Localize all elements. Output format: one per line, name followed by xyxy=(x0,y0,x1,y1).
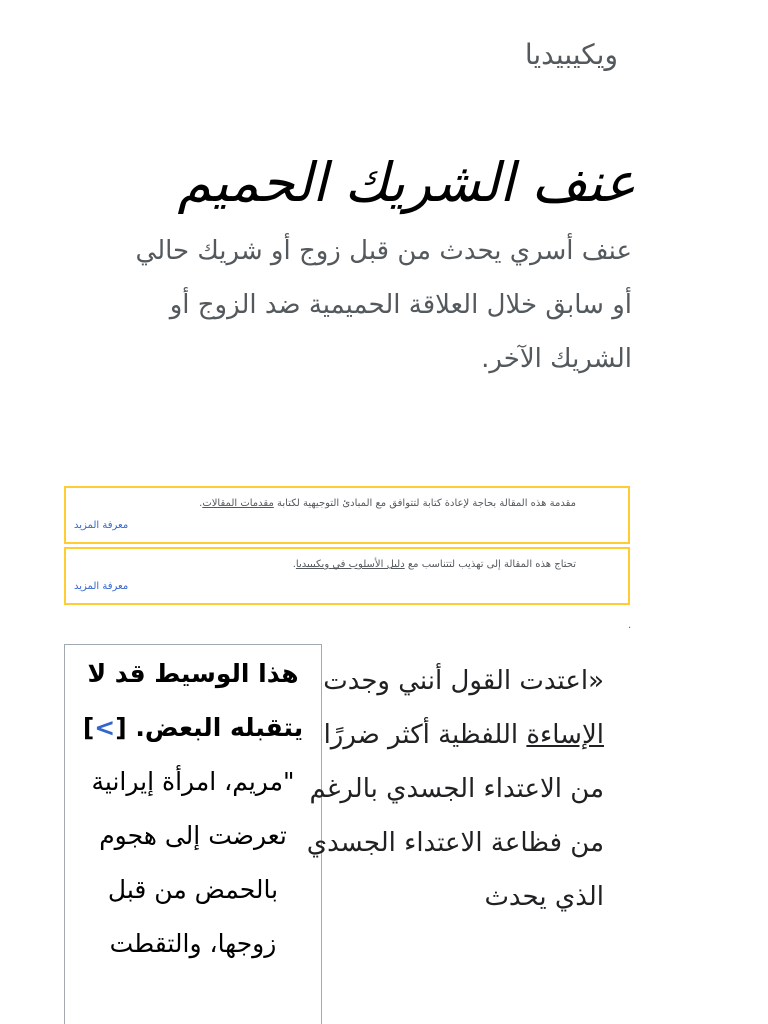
pull-quote: «اعتدت القول أنني وجدت الإساءة اللفظية أكثر ضررًا من الاعتداء الجسدي بالرغم من فظاعة الاعتداء الجسدي الذي يحدث xyxy=(306,666,604,912)
notice-text: مقدمة هذه المقالة بحاجة لإعادة كتابة لتتوافق مع المبادئ التوجيهية لكتابة مقدمات المقالات. xyxy=(199,498,576,509)
cleanup-notice-lead xyxy=(64,486,630,544)
notice-text: تحتاج هذه المقالة إلى تهذيب لتتناسب مع دليل الأسلوب في ويكيبيديا. xyxy=(292,559,576,570)
separator-dot: . xyxy=(628,620,632,631)
reveal-media-link[interactable]: > xyxy=(94,713,116,742)
wikipedia-wordmark[interactable]: ويكيبيديا xyxy=(524,38,618,71)
learn-more-link[interactable]: معرفة المزيد xyxy=(74,581,129,592)
cleanup-notice-style xyxy=(64,547,630,605)
manual-of-style-link[interactable]: دليل الأسلوب في ويكيبيديا xyxy=(295,559,405,570)
abuse-link[interactable]: الإساءة xyxy=(526,720,604,750)
media-caption: "مريم، امرأة إيرانية تعرضت إلى هجوم بالحمض من قبل زوجها، والتقطت xyxy=(91,767,295,958)
article-description: عنف أسري يحدث من قبل زوج أو شريك حالي أو سابق خلال العلاقة الحميمية ضد الزوج أو الشريك الآخر. xyxy=(135,236,632,374)
sensitive-media-box xyxy=(64,644,322,1024)
page-title: عنف الشريك الحميم xyxy=(177,151,636,214)
lead-guidelines-link[interactable]: مقدمات المقالات xyxy=(202,498,274,509)
learn-more-link[interactable]: معرفة المزيد xyxy=(74,520,129,531)
sensitive-media-warning: هذا الوسيط قد لا يتقبله البعض. [>] xyxy=(82,659,304,742)
